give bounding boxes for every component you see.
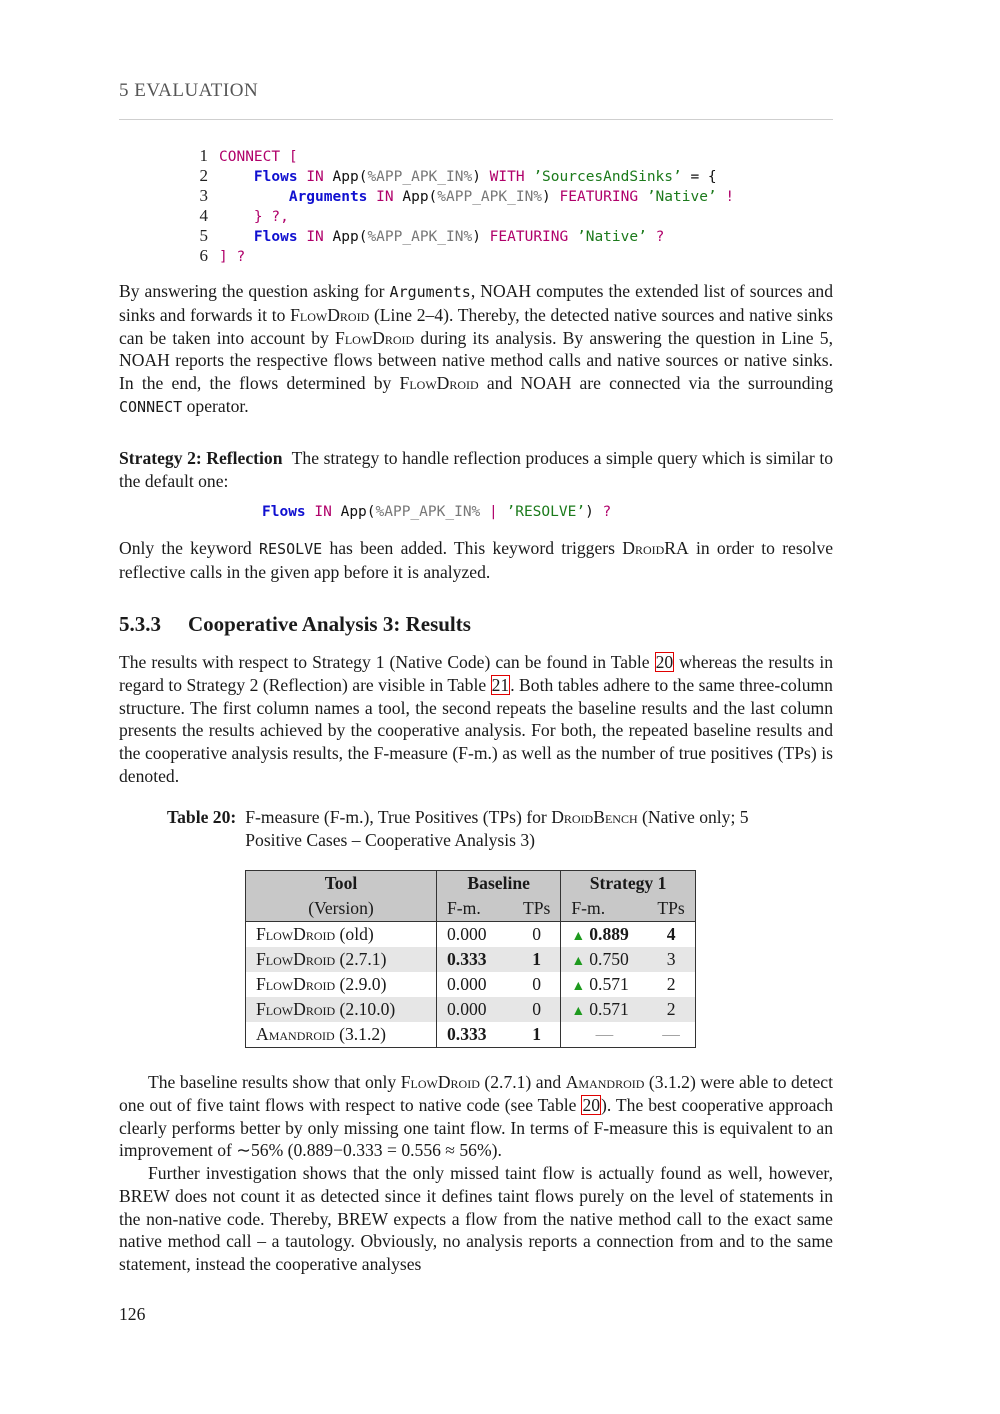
code-token: Arguments: [288, 189, 368, 205]
para4-text: ). The best cooperative approach clearly performs better by only missing one taint flow. In terms of F-measure this is equivalent to an improvement of ∼56% (0.889−0.333 = 0.556 ≈ 56%).: [119, 1094, 833, 1161]
code-token: !: [725, 189, 735, 205]
query-pipe: |: [480, 504, 507, 520]
tool-version: (3.1.2): [334, 1024, 387, 1044]
code-line: [190, 186, 734, 206]
results-table: [245, 870, 696, 1048]
baseline-tps-value: 1: [532, 1024, 542, 1044]
code-token: [298, 229, 307, 245]
line-number: 5: [199, 226, 208, 245]
header-tool: Tool: [324, 873, 358, 893]
header-strategy: Strategy 1: [561, 871, 695, 897]
table-row: [246, 972, 696, 997]
subheader-fm: F-m.: [561, 896, 648, 922]
paragraph-results: [119, 651, 833, 788]
code-line: [190, 166, 734, 186]
subheader-fm: F-m.: [437, 896, 514, 922]
cell-strategy-fm: [561, 947, 648, 972]
code-token: Flows: [253, 229, 298, 245]
paragraph-baseline: [119, 1071, 833, 1162]
para3-text: The results with respect to Strategy 1 (Native Code) can be found in Table: [119, 652, 655, 672]
baseline-tps-value: 1: [532, 949, 542, 969]
para3-text: . Both tables adhere to the same three-column structure. The first column names a tool, the second repeats the baseline results and the last column presents the results achieved by the cooperative analysis. For both, the repeated baseline results and the cooperative analysis results, the F-measure (F-m.) as well as the number of true positives (TPs) is denoted.: [119, 674, 833, 786]
baseline-fm-value: 0.333: [447, 949, 487, 969]
cell-baseline-fm: [437, 1022, 514, 1048]
table-row: [246, 1022, 696, 1048]
strategy-fm-value: 0.750: [589, 949, 629, 969]
code-token: FEATURING: [489, 229, 569, 245]
cell-baseline-fm: 0.000: [437, 972, 514, 997]
subheader-tps: TPs: [513, 896, 561, 922]
query-app: App(: [340, 504, 376, 520]
table-row: [246, 922, 696, 948]
code-token: } ?,: [253, 209, 289, 225]
tool-name: DroidRA: [622, 538, 689, 558]
tool-name: FlowDroid: [256, 999, 336, 1019]
code-token: ): [472, 169, 490, 185]
tool-name: FlowDroid: [256, 924, 336, 944]
code-token: [647, 229, 656, 245]
strategy2-heading: Strategy 2: Reflection: [119, 448, 283, 468]
code-token: WITH: [489, 169, 525, 185]
tool-name: FlowDroid: [256, 974, 336, 994]
code-token: [219, 209, 254, 225]
cell-strategy-tps: 2: [666, 974, 676, 994]
cell-baseline-tps: 0: [513, 922, 561, 948]
line-number: 3: [199, 186, 208, 205]
baseline-fm-value: 0.333: [447, 1024, 487, 1044]
code-token: [638, 189, 647, 205]
section-heading: [119, 612, 471, 637]
strategy-fm-value: 0.571: [589, 999, 629, 1019]
running-header: 5 EVALUATION: [119, 80, 259, 101]
query-close: ): [585, 504, 603, 520]
para3-text: whereas the results in regard to Strategy 2 (Reflection) are visible in Table: [119, 652, 833, 695]
section-title: Cooperative Analysis 3: Results: [188, 612, 471, 636]
cell-tool: [246, 947, 437, 972]
para4-text: (2.7.1) and: [479, 1072, 566, 1092]
para1-text: operator.: [182, 395, 249, 416]
tool-name: FlowDroid: [335, 327, 415, 348]
caption-part: (Native only; 5 Positive Cases – Cooperative Analysis 3): [245, 807, 749, 850]
code-token: %APP_APK_IN%: [367, 169, 473, 185]
cell-strategy-fm: —: [561, 1022, 648, 1048]
code-token: ?: [655, 229, 665, 245]
para1-text: (Line 2–4). Thereby, the detected native sources and native sinks can be taken into account by: [119, 304, 833, 348]
subheader-version: (Version): [246, 896, 437, 922]
tool-name: Amandroid: [256, 1024, 335, 1044]
cell-strategy-fm: [561, 922, 648, 948]
up-triangle-icon: ▲: [571, 1004, 586, 1019]
header-rule: [119, 119, 833, 120]
caption-part: F-measure (F-m.), True Positives (TPs) for: [245, 807, 552, 827]
strategy2-text: The strategy to handle reflection produces a simple query which is similar to the default one:: [119, 448, 834, 491]
code-token: App(: [402, 189, 438, 205]
code-token: [568, 229, 577, 245]
code-token: Flows: [253, 169, 298, 185]
tool-name: Amandroid: [565, 1072, 645, 1092]
cell-strategy-tps: [647, 922, 695, 948]
para2-text: Only the keyword: [119, 538, 259, 558]
strategy-tps-value: 4: [666, 924, 676, 944]
para2-text: has been added. This keyword triggers: [322, 538, 623, 558]
cell-strategy-tps: 2: [647, 997, 695, 1022]
para1-text: during its analysis. By answering the question in Line 5, NOAH reports the respective flows between native method calls and native sources or native sinks. In the end, the flows determined by: [119, 327, 833, 394]
subheader-tps: TPs: [647, 896, 695, 922]
para1-text: and NOAH are connected via the surrounding: [478, 373, 834, 394]
section-number: 5.3.3: [119, 612, 161, 636]
caption-label: Table 20:: [167, 807, 237, 827]
query-string: ’RESOLVE’: [506, 504, 586, 520]
cell-baseline-fm: 0.000: [437, 922, 514, 948]
tool-version: (2.7.1): [335, 949, 387, 969]
code-token: ’Native’: [576, 229, 647, 245]
up-triangle-icon: ▲: [571, 954, 586, 969]
code-token: [324, 169, 333, 185]
table-caption: [167, 806, 807, 852]
strategy-fm-value: 0.889: [589, 924, 629, 944]
paragraph-arguments: [119, 280, 833, 419]
cell-baseline-tps: 0: [532, 974, 542, 994]
line-number: 4: [199, 206, 208, 225]
code-connect: CONNECT: [119, 397, 183, 416]
paragraph-resolve: [119, 537, 833, 584]
paragraph-investigation: Further investigation shows that the only missed taint flow is actually found as well, however, BREW does not count it as detected since it defines taint flows purely on the level of statements in the non-native code. Thereby, BREW expects a flow from the native method call to the exact same native method call – a tautology. Obviously, no analysis reports a connection from and to the same statement, instead the cooperative analyses: [119, 1163, 833, 1275]
cell-baseline-fm: [437, 947, 514, 972]
code-token: [367, 189, 376, 205]
code-token: IN: [306, 229, 324, 245]
line-number: 6: [199, 246, 208, 265]
code-token: [219, 229, 254, 245]
caption-text: [245, 806, 807, 852]
cell-tool: [246, 922, 437, 948]
table-ref-link[interactable]: 20: [582, 1094, 601, 1115]
up-triangle-icon: ▲: [571, 979, 586, 994]
cell-tool: [246, 972, 437, 997]
reflection-query: [262, 504, 611, 520]
tool-version: (old): [335, 924, 374, 944]
query-var: %APP_APK_IN%: [375, 504, 481, 520]
para2-text: in order to resolve reflective calls in the given app before it is analyzed.: [119, 538, 833, 582]
code-line: [190, 246, 734, 266]
code-token: CONNECT [: [219, 149, 298, 165]
code-token: FEATURING: [559, 189, 639, 205]
para1-text: By answering the question asking for: [119, 281, 390, 301]
code-token: ): [472, 229, 490, 245]
code-token: %APP_APK_IN%: [437, 189, 543, 205]
code-listing: [190, 146, 734, 266]
strategy-fm-value: 0.571: [589, 974, 629, 994]
code-arguments: Arguments: [389, 283, 471, 301]
code-token: [298, 169, 307, 185]
code-resolve: RESOLVE: [258, 540, 323, 558]
paragraph-strategy2: [119, 447, 833, 493]
tool-name: FlowDroid: [290, 304, 370, 325]
tool-name: FlowDroid: [400, 1072, 480, 1092]
para4-text: (3.1.2) were able to detect one out of five taint flows with respect to native code (see Table: [119, 1072, 833, 1115]
cell-strategy-tps: 3: [647, 947, 695, 972]
code-line: [190, 146, 734, 166]
cell-baseline-tps: 0: [513, 997, 561, 1022]
line-number: 1: [199, 146, 208, 165]
tool-name: FlowDroid: [256, 949, 336, 969]
code-token: ’Native’: [646, 189, 717, 205]
cell-tool: [246, 1022, 437, 1048]
para1-text: , NOAH computes the extended list of sources and sinks and forwards it to: [119, 281, 833, 325]
header-baseline: Baseline: [437, 871, 561, 897]
cell-strategy-tps: —: [662, 1024, 680, 1044]
code-token: [324, 229, 333, 245]
code-token: App(: [332, 229, 368, 245]
para4-text: The baseline results show that only: [148, 1072, 401, 1092]
line-number: 2: [199, 166, 208, 185]
code-token: IN: [376, 189, 394, 205]
cell-strategy-fm: [561, 972, 648, 997]
code-token: App(: [332, 169, 368, 185]
code-token: %APP_APK_IN%: [367, 229, 473, 245]
query-flows: Flows: [262, 504, 306, 520]
code-token: IN: [306, 169, 324, 185]
code-token: ): [542, 189, 560, 205]
tool-version: (2.9.0): [335, 974, 387, 994]
code-token: [219, 189, 289, 205]
query-in: IN: [314, 504, 332, 520]
code-token: = {: [681, 169, 717, 185]
table-ref-link[interactable]: 20: [655, 652, 674, 672]
table-ref-link[interactable]: 21: [491, 674, 510, 695]
cell-baseline-tps: [513, 947, 561, 972]
code-token: ’SourcesAndSinks’: [533, 169, 682, 185]
cell-strategy-fm: [561, 997, 648, 1022]
page-number: 126: [119, 1304, 146, 1324]
tool-version: (2.10.0): [335, 999, 396, 1019]
caption-part: DroidBench: [551, 807, 638, 827]
code-token: ] ?: [219, 249, 246, 265]
cell-baseline-fm: 0.000: [437, 997, 514, 1022]
query-question: ?: [602, 504, 612, 520]
up-triangle-icon: ▲: [571, 929, 586, 944]
cell-baseline-tps: [513, 1022, 561, 1048]
code-line: [190, 206, 734, 226]
cell-tool: [246, 997, 437, 1022]
code-token: [219, 169, 254, 185]
tool-name: FlowDroid: [399, 373, 479, 394]
table-row: [246, 997, 696, 1022]
code-line: [190, 226, 734, 246]
table-row: [246, 947, 696, 972]
